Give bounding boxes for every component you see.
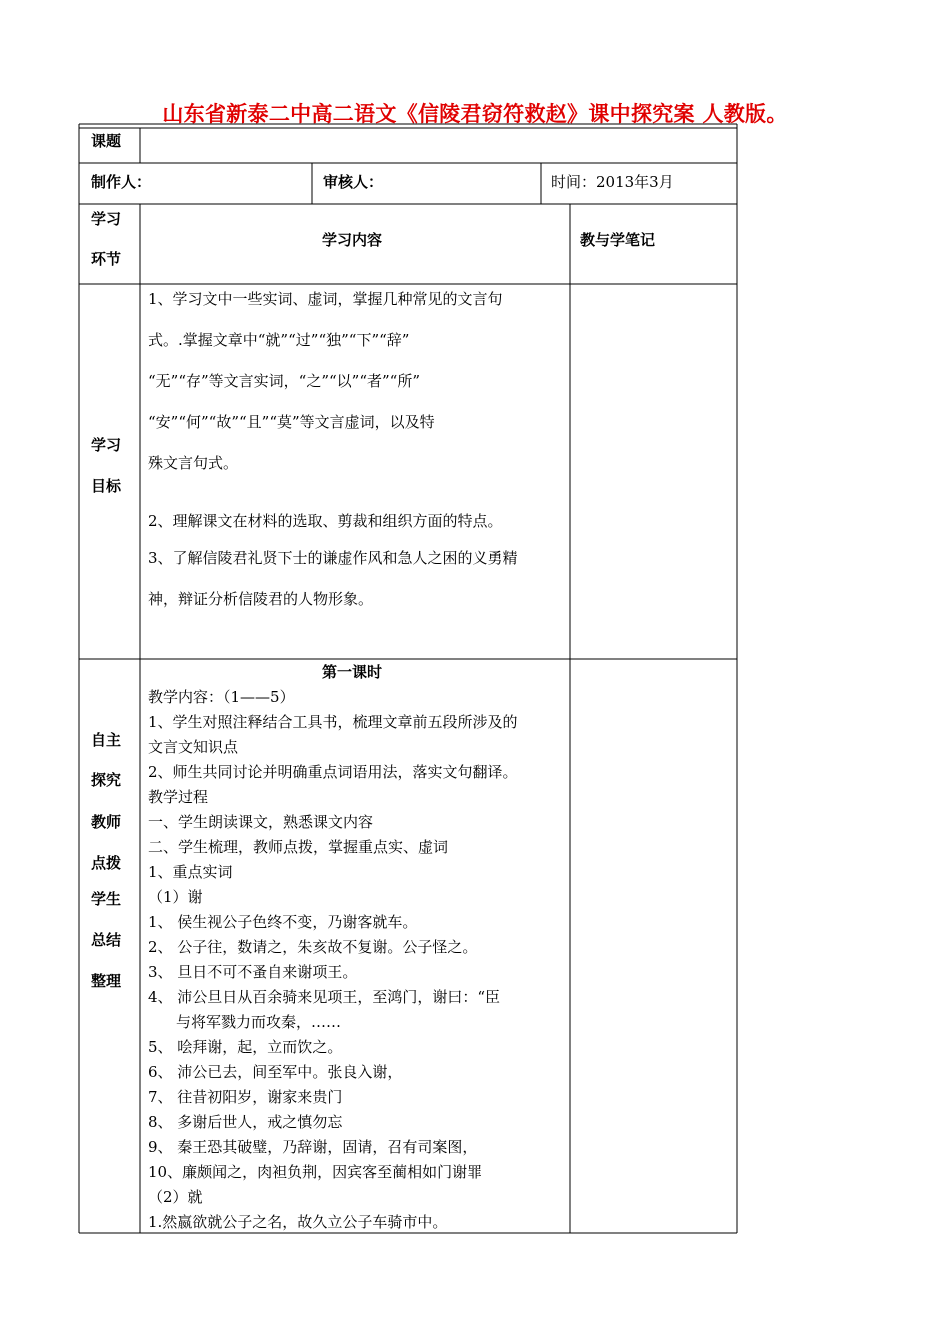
lesson-line: 9、 秦王恐其破璧，乃辞谢，固请，召有司案图， (148, 1138, 478, 1156)
inquiry-label: 学生 (91, 890, 122, 908)
inquiry-label: 探究 (91, 771, 122, 789)
reviewer-label: 审核人： (323, 173, 384, 191)
inquiry-label: 总结 (91, 931, 122, 949)
lesson-line: 教学过程 (148, 788, 209, 806)
goals-label-line2: 目标 (91, 477, 122, 495)
topic-label: 课题 (91, 132, 122, 150)
goal-line: “安”“何”“故”“且”“莫”等文言虚词，以及特 (148, 413, 435, 431)
lesson-line: 文言文知识点 (148, 738, 239, 756)
goal-line: 殊文言句式。 (148, 454, 239, 472)
lesson-line: （2）就 (148, 1188, 203, 1206)
notes-header: 教与学笔记 (580, 231, 656, 249)
inquiry-label: 整理 (91, 972, 122, 990)
lesson-line: 7、 往昔初阳岁，谢家来贵门 (148, 1088, 343, 1106)
goal-line: 神，辩证分析信陵君的人物形象。 (148, 590, 374, 608)
stage-header-line2: 环节 (91, 250, 122, 268)
lesson-line: 6、 沛公已去，间至军中。张良入谢， (148, 1063, 403, 1081)
lesson-line: 10、廉颇闻之，肉袒负荆，因宾客至蔺相如门谢罪 (148, 1163, 483, 1181)
document-title: 山东省新泰二中高二语文《信陵君窃符救赵》课中探究案 人教版。 (162, 102, 788, 126)
lesson-line: 1、 侯生视公子色终不变，乃谢客就车。 (148, 913, 418, 931)
lesson-line: 2、 公子往，数请之，朱亥故不复谢。公子怪之。 (148, 938, 478, 956)
time-label: 时间：2013年3月 (551, 173, 674, 191)
lesson-line: （1）谢 (148, 888, 203, 906)
inquiry-label: 自主 (91, 731, 122, 749)
lesson-line: 1、重点实词 (148, 863, 233, 881)
inquiry-label: 点拨 (91, 854, 122, 872)
goal-line: 1、学习文中一些实词、虚词，掌握几种常见的文言句 (148, 290, 503, 308)
goal-line: 3、了解信陵君礼贤下士的谦虚作风和急人之困的义勇精 (148, 549, 518, 567)
lesson-line: 与将军戮力而攻秦，…… (176, 1013, 342, 1031)
lesson-line: 5、 哙拜谢，起，立而饮之。 (148, 1038, 343, 1056)
goals-label-line1: 学习 (91, 436, 122, 454)
lesson-line: 8、 多谢后世人，戒之慎勿忘 (148, 1113, 343, 1131)
lesson-title: 第一课时 (322, 663, 383, 681)
goal-line: “无”“存”等文言实词，“之”“以”“者”“所” (148, 372, 421, 390)
lesson-line: 1.然嬴欲就公子之名，故久立公子车骑市中。 (148, 1213, 448, 1231)
lesson-line: 2、师生共同讨论并明确重点词语用法，落实文句翻译。 (148, 763, 518, 781)
content-header: 学习内容 (322, 231, 383, 249)
lesson-line: 教学内容：（1——5） (148, 688, 295, 706)
lesson-line: 4、 沛公旦日从百余骑来见项王，至鸿门，谢曰：“臣 (148, 988, 500, 1006)
goal-line: 2、理解课文在材料的选取、剪裁和组织方面的特点。 (148, 512, 503, 530)
inquiry-label: 教师 (91, 813, 122, 831)
lesson-line: 3、 旦日不可不蚤自来谢项王。 (148, 963, 358, 981)
goal-line: 式。.掌握文章中“就”“过”“独”“下”“辞” (148, 331, 410, 349)
lesson-line: 一、学生朗读课文，熟悉课文内容 (148, 813, 374, 831)
author-label: 制作人： (91, 173, 152, 191)
lesson-line: 1、学生对照注释结合工具书，梳理文章前五段所涉及的 (148, 713, 518, 731)
stage-header-line1: 学习 (91, 210, 122, 228)
lesson-line: 二、学生梳理，教师点拨，掌握重点实、虚词 (148, 838, 449, 856)
